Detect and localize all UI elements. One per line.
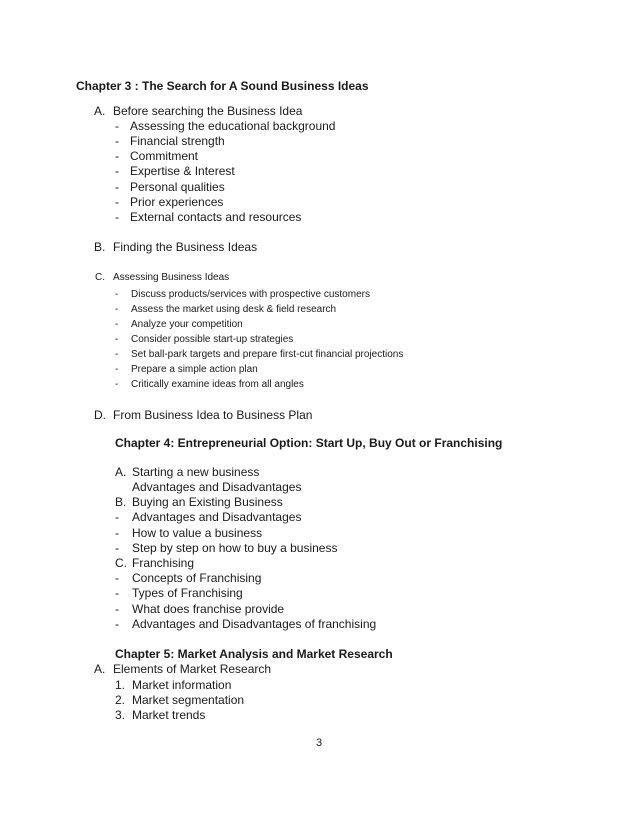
section-heading: Finding the Business Ideas [113,240,258,254]
page-number: 3 [315,737,323,749]
section-marker: C. [115,556,127,570]
section-heading: Elements of Market Research [113,662,272,676]
section-subline: Advantages and Disadvantages [132,480,302,494]
chapter-4-title: Chapter 4: Entrepreneurial Option: Start Up, Buy Out or Franchising [115,436,503,450]
chapter-3-title: Chapter 3 : The Search for A Sound Business Ideas [76,79,369,93]
section-heading: Starting a new business [132,465,260,479]
section-marker: B. [115,495,127,509]
section-heading: Franchising [132,556,195,570]
section-marker: D. [94,408,106,422]
document-page: Chapter 3 : The Search for A Sound Business Ideas A. Before searching the Business Idea - Assessing the educational background - Financial strength - Commitment - Expertise & Interest - Personal qualities - Prior experiences - External contacts and resources B. Finding the Business Ideas C. Assessing Business Ideas - Discuss products/services with prospective customers - Assess the market using desk & field research - Analyze your competition - Consider possible start-up strategies - Set ball-park targets and prepare first-cut financial projections - Prepare a simple action plan - Critically examine ideas from all angles D. From Business Idea to Business Plan Chapter 4: Entrepreneurial Option: Start Up, Buy Out or Franchising A. Starting a new business Advantages and Disadvantages B. Buying an Existing Business - Advantages and Disadvantages - How to value a business - Step by step on how to buy a business C. Franchising - Concepts of Franchising - Types of Franchising - What does franchise provide - Advantages and Disadvantages of franchising Chapter 5: Market Analysis and Market Research A. Elements of Market Research 1. Market information 2. Market segmentation 3. Market trends 3 [0,0,638,826]
section-marker: A. [94,662,106,676]
chapter-5-title: Chapter 5: Market Analysis and Market Research [115,647,393,661]
section-heading: Buying an Existing Business [132,495,283,509]
section-heading: From Business Idea to Business Plan [113,408,313,422]
section-marker: A. [94,104,106,118]
section-heading: Assessing Business Ideas [113,272,230,283]
section-marker: B. [94,240,106,254]
section-marker: A. [115,465,127,479]
section-marker: C. [95,272,105,283]
section-heading: Before searching the Business Idea [113,104,303,118]
